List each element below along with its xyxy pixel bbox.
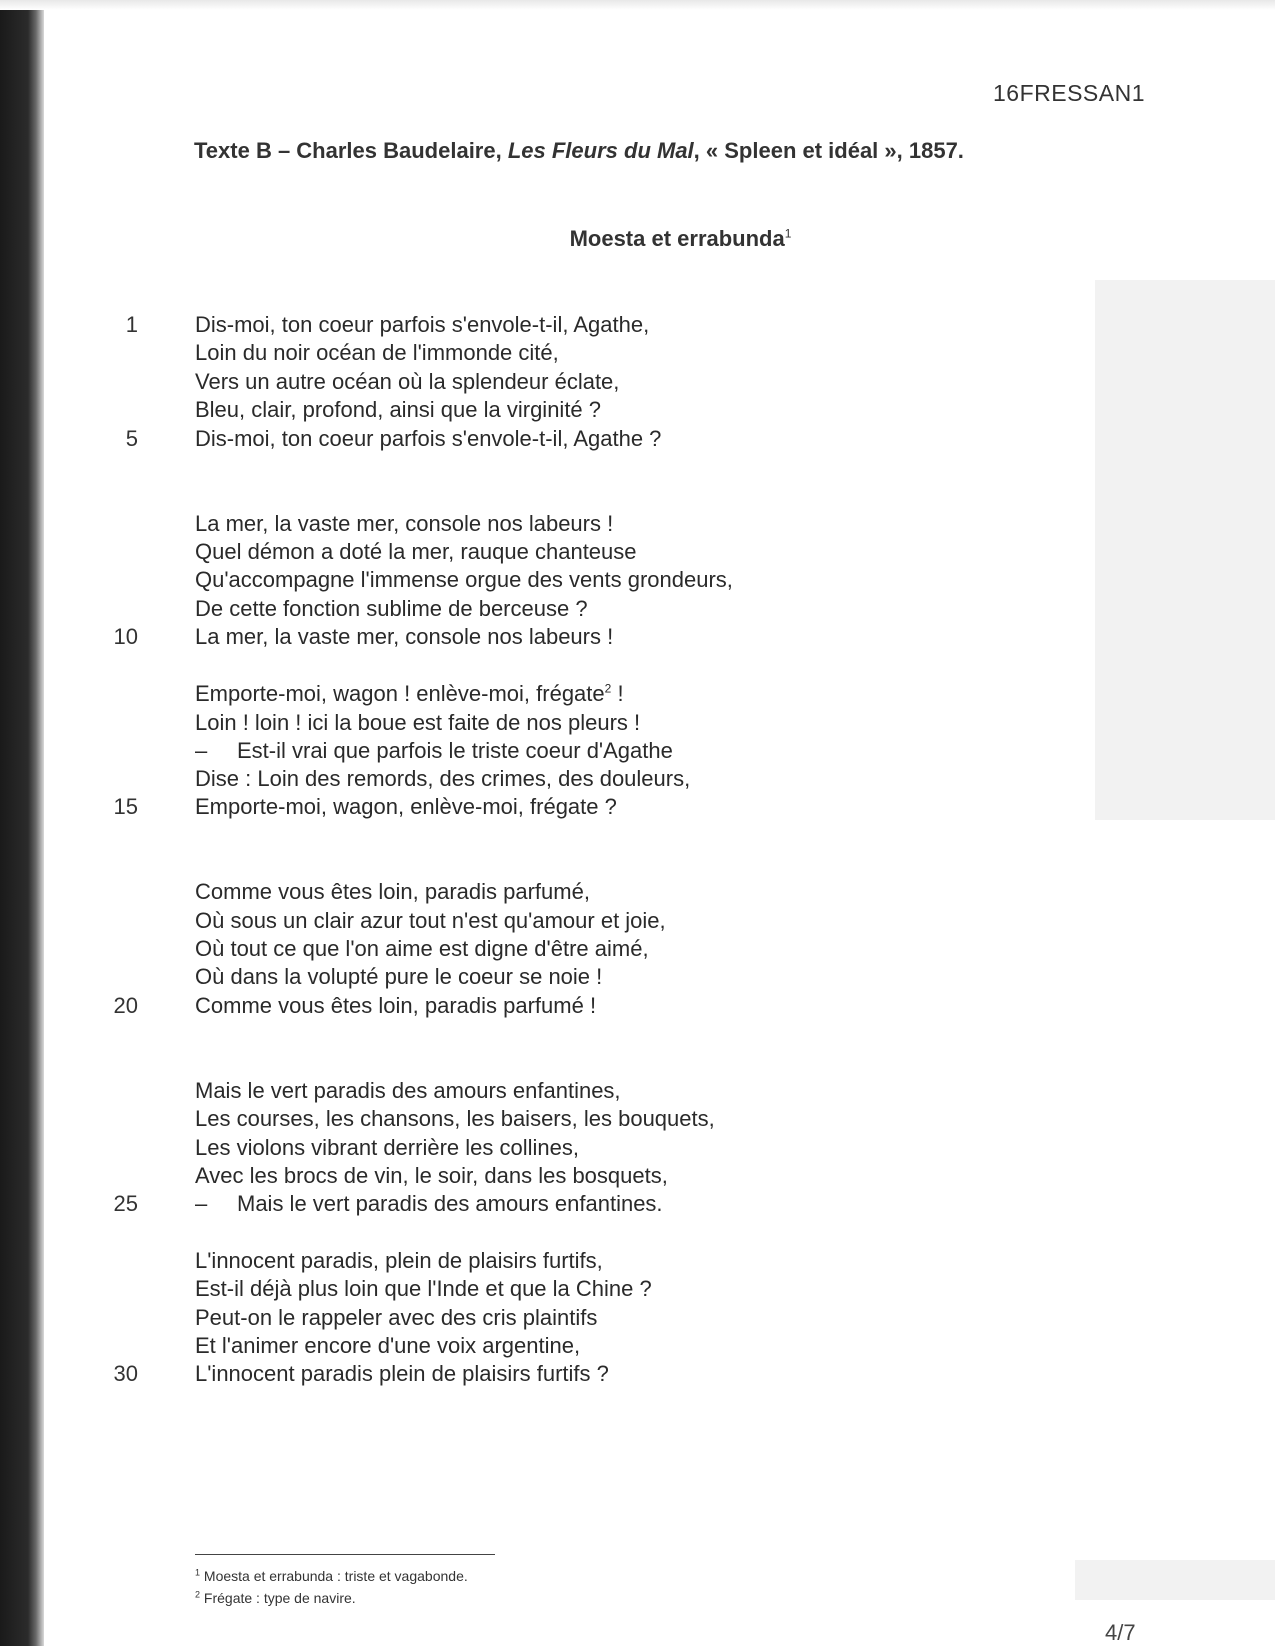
line-number: 15 xyxy=(113,794,138,819)
poem-title xyxy=(0,226,1275,252)
footnote-text: Frégate : type de navire. xyxy=(200,1590,356,1606)
page-number: 4/7 xyxy=(1105,1620,1136,1645)
poem-line: Avec les brocs de vin, le soir, dans les bosquets, xyxy=(195,1163,668,1188)
poem-line: Dis-moi, ton coeur parfois s'envole-t-il, Agathe ? xyxy=(195,426,662,451)
poem-line: Comme vous êtes loin, paradis parfumé ! xyxy=(195,993,597,1018)
dash-mark: – xyxy=(195,1191,208,1216)
poem-line: Où tout ce que l'on aime est digne d'être aimé, xyxy=(195,936,649,961)
poem-line: Dis-moi, ton coeur parfois s'envole-t-il, Agathe, xyxy=(195,312,650,337)
poem-line: Bleu, clair, profond, ainsi que la virginité ? xyxy=(195,397,602,422)
poem-line: Qu'accompagne l'immense orgue des vents grondeurs, xyxy=(195,567,733,592)
footnote xyxy=(195,1568,468,1584)
footnote-rule xyxy=(195,1554,495,1555)
poem-line: Loin du noir océan de l'immonde cité, xyxy=(195,340,559,365)
footnote-ref: 1 xyxy=(784,226,792,241)
footnote xyxy=(195,1590,356,1606)
poem-line xyxy=(195,681,624,707)
poem-line: De cette fonction sublime de berceuse ? xyxy=(195,596,588,621)
poem-line: L'innocent paradis, plein de plaisirs furtifs, xyxy=(195,1248,603,1273)
line-number: 30 xyxy=(113,1361,138,1386)
poem-line: Où sous un clair azur tout n'est qu'amour et joie, xyxy=(195,908,666,933)
document-code: 16FRESSAN1 xyxy=(992,80,1145,106)
poem-line: Les courses, les chansons, les baisers, les bouquets, xyxy=(195,1106,715,1131)
poem-line xyxy=(195,1191,663,1217)
poem-line: La mer, la vaste mer, console nos labeurs ! xyxy=(195,511,614,536)
footnote-ref: 2 xyxy=(604,681,612,696)
scan-top-shadow xyxy=(0,0,1275,10)
poem-line: Dise : Loin des remords, des crimes, des douleurs, xyxy=(195,766,691,791)
poem-line: Peut-on le rappeler avec des cris plaintifs xyxy=(195,1305,598,1330)
line-number: 10 xyxy=(113,624,138,649)
footnote-marker: 2 xyxy=(195,1589,201,1600)
text-header-id: Texte B – Charles Baudelaire, xyxy=(194,138,508,163)
poem-line-text: Emporte-moi, wagon ! enlève-moi, frégate xyxy=(195,681,605,706)
line-number: 1 xyxy=(125,312,138,337)
line-number: 20 xyxy=(113,993,138,1018)
text-header-section: , « Spleen et idéal », 1857. xyxy=(693,138,964,163)
bleed-through xyxy=(1075,1560,1275,1600)
dash-mark: – xyxy=(195,738,208,763)
bleed-through xyxy=(1095,280,1275,820)
text-header xyxy=(194,138,964,164)
poem-line: Et l'animer encore d'une voix argentine, xyxy=(195,1333,581,1358)
poem-line-text: Mais le vert paradis des amours enfantines. xyxy=(237,1191,663,1216)
line-number: 25 xyxy=(113,1191,138,1216)
poem-title-text: Moesta et errabunda xyxy=(569,226,785,251)
line-number: 5 xyxy=(125,426,138,451)
poem-line: L'innocent paradis plein de plaisirs furtifs ? xyxy=(195,1361,609,1386)
poem-line: Est-il déjà plus loin que l'Inde et que la Chine ? xyxy=(195,1276,652,1301)
footnote-marker: 1 xyxy=(195,1567,201,1578)
footnote-text: Moesta et errabunda : triste et vagabonde. xyxy=(200,1568,468,1584)
poem-line: Mais le vert paradis des amours enfantines, xyxy=(195,1078,621,1103)
poem-line: Comme vous êtes loin, paradis parfumé, xyxy=(195,879,590,904)
poem-line-end: ! xyxy=(611,681,624,706)
poem-line: Quel démon a doté la mer, rauque chanteuse xyxy=(195,539,637,564)
poem-line-text: Est-il vrai que parfois le triste coeur d'Agathe xyxy=(237,738,673,763)
poem-line: Les violons vibrant derrière les collines, xyxy=(195,1135,579,1160)
poem-line: Où dans la volupté pure le coeur se noie ! xyxy=(195,964,603,989)
poem-line: La mer, la vaste mer, console nos labeurs ! xyxy=(195,624,614,649)
poem-line: Emporte-moi, wagon, enlève-moi, frégate ? xyxy=(195,794,617,819)
poem-line: Vers un autre océan où la splendeur éclate, xyxy=(195,369,620,394)
poem-line xyxy=(195,738,673,764)
poem-line: Loin ! loin ! ici la boue est faite de nos pleurs ! xyxy=(195,710,641,735)
book-title: Les Fleurs du Mal xyxy=(507,138,694,163)
